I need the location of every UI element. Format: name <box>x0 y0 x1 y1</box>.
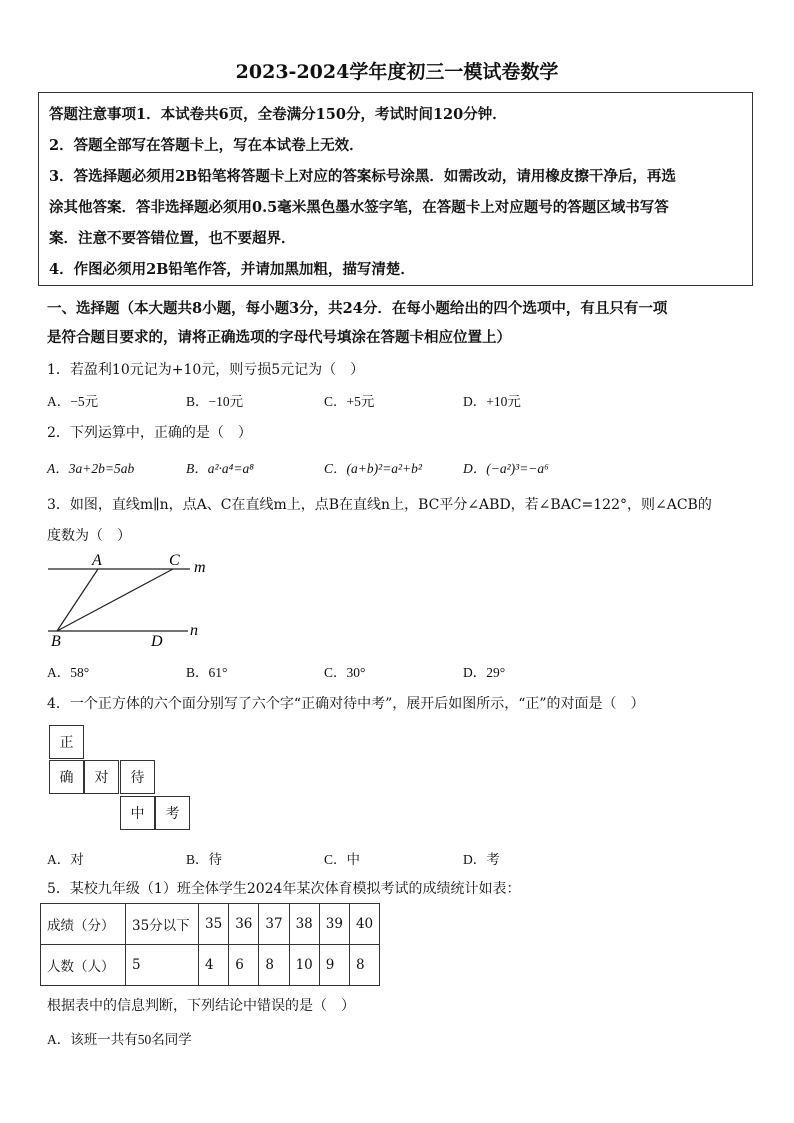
notice-line: 案．注意不要答错位置，也不要超界． <box>49 230 296 247</box>
section-heading: 一、选择题（本大题共8小题，每小题3分，共24分．在每小题给出的四个选项中，有且只有一项 <box>47 300 668 317</box>
q2-option-c: C．(a+b)²=a²+b² <box>324 461 422 476</box>
q4-option-c: C．中 <box>324 852 361 867</box>
q5-option-a: A．该班一共有50名同学 <box>47 1032 192 1047</box>
q1-option-b: B．−10元 <box>186 394 244 409</box>
page-title: 2023-2024学年度初三一模试卷数学 <box>235 61 559 83</box>
parallel-lines-figure <box>40 548 220 652</box>
table-cell: 8 <box>259 945 289 986</box>
q1-option-d: D．+10元 <box>463 394 521 409</box>
table-cell: 40 <box>349 904 379 945</box>
question-1-stem: 1．若盈利10元记为+10元，则亏损5元记为（ ） <box>47 362 365 378</box>
notice-line: 3．答选择题必须用2B铅笔将答题卡上对应的答案标号涂黑．如需改动，请用橡皮擦干净后，再选 <box>49 168 676 185</box>
label-m: m <box>194 559 206 576</box>
table-cell: 35分以下 <box>126 904 199 945</box>
table-cell: 8 <box>349 945 379 986</box>
q4-option-b: B．待 <box>186 852 223 867</box>
net-face-kao: 考 <box>155 796 190 830</box>
table-cell: 36 <box>229 904 259 945</box>
table-cell: 5 <box>126 945 199 986</box>
table-cell: 35 <box>199 904 229 945</box>
table-row <box>41 904 380 945</box>
q4-option-d: D．考 <box>463 852 500 867</box>
q2-option-d: D．(−a²)³=−a⁶ <box>463 461 549 476</box>
question-5-stem: 5．某校九年级（1）班全体学生2024年某次体育模拟考试的成绩统计如表： <box>47 881 521 897</box>
notice-box <box>38 92 753 286</box>
table-cell: 37 <box>259 904 289 945</box>
score-table <box>40 903 380 986</box>
q3-option-a: A．58° <box>47 665 90 680</box>
question-5-prompt: 根据表中的信息判断，下列结论中错误的是（ ） <box>47 998 355 1014</box>
label-a: A <box>92 552 102 569</box>
table-cell: 10 <box>289 945 319 986</box>
q4-option-a: A．对 <box>47 852 84 867</box>
net-face-zhong: 中 <box>120 796 155 830</box>
table-cell: 9 <box>319 945 349 986</box>
table-cell: 4 <box>199 945 229 986</box>
question-3-stem: 3．如图，直线m∥n，点A、C在直线m上，点B在直线n上，BC平分∠ABD，若∠BAC=122°，则∠ACB的 <box>47 497 712 513</box>
table-cell: 6 <box>229 945 259 986</box>
section-heading-cont: 是符合题目要求的，请将正确选项的字母代号填涂在答题卡相应位置上） <box>47 329 511 346</box>
question-4-stem: 4．一个正方体的六个面分别写了六个字“正确对待中考”，展开后如图所示，“正”的对面是（ ） <box>47 696 645 712</box>
notice-line: 4．作图必须用2B铅笔作答，并请加黑加粗，描写清楚． <box>49 261 415 278</box>
net-face-dui: 对 <box>84 760 119 794</box>
net-face-que: 确 <box>49 760 84 794</box>
table-cell: 38 <box>289 904 319 945</box>
q1-option-c: C．+5元 <box>324 394 375 409</box>
table-row <box>41 945 380 986</box>
segment-ab <box>57 569 98 631</box>
label-n: n <box>190 622 198 639</box>
q3-option-d: D．29° <box>463 665 506 680</box>
table-cell: 人数（人） <box>41 945 126 986</box>
q3-option-c: C．30° <box>324 665 366 680</box>
net-face-zheng: 正 <box>49 725 84 759</box>
notice-line: 涂其他答案．答非选择题必须用0.5毫米黑色墨水签字笔，在答题卡上对应题号的答题区域书写答 <box>49 199 669 216</box>
net-face-dai: 待 <box>120 760 155 794</box>
segment-bc <box>57 569 173 631</box>
q1-option-a: A．−5元 <box>47 394 99 409</box>
table-cell: 39 <box>319 904 349 945</box>
notice-line: 答题注意事项1．本试卷共6页，全卷满分150分，考试时间120分钟． <box>49 106 507 123</box>
q3-option-b: B．61° <box>186 665 228 680</box>
label-d: D <box>151 633 163 650</box>
label-b: B <box>51 633 61 650</box>
question-2-stem: 2．下列运算中，正确的是（ ） <box>47 425 252 441</box>
q2-option-a: A．3a+2b=5ab <box>47 461 135 476</box>
question-3-stem-cont: 度数为（ ） <box>47 528 131 544</box>
q2-option-b: B．a²·a⁴=a⁸ <box>186 461 254 476</box>
notice-line: 2．答题全部写在答题卡上，写在本试卷上无效． <box>49 137 364 154</box>
table-cell: 成绩（分） <box>41 904 126 945</box>
label-c: C <box>169 552 180 569</box>
